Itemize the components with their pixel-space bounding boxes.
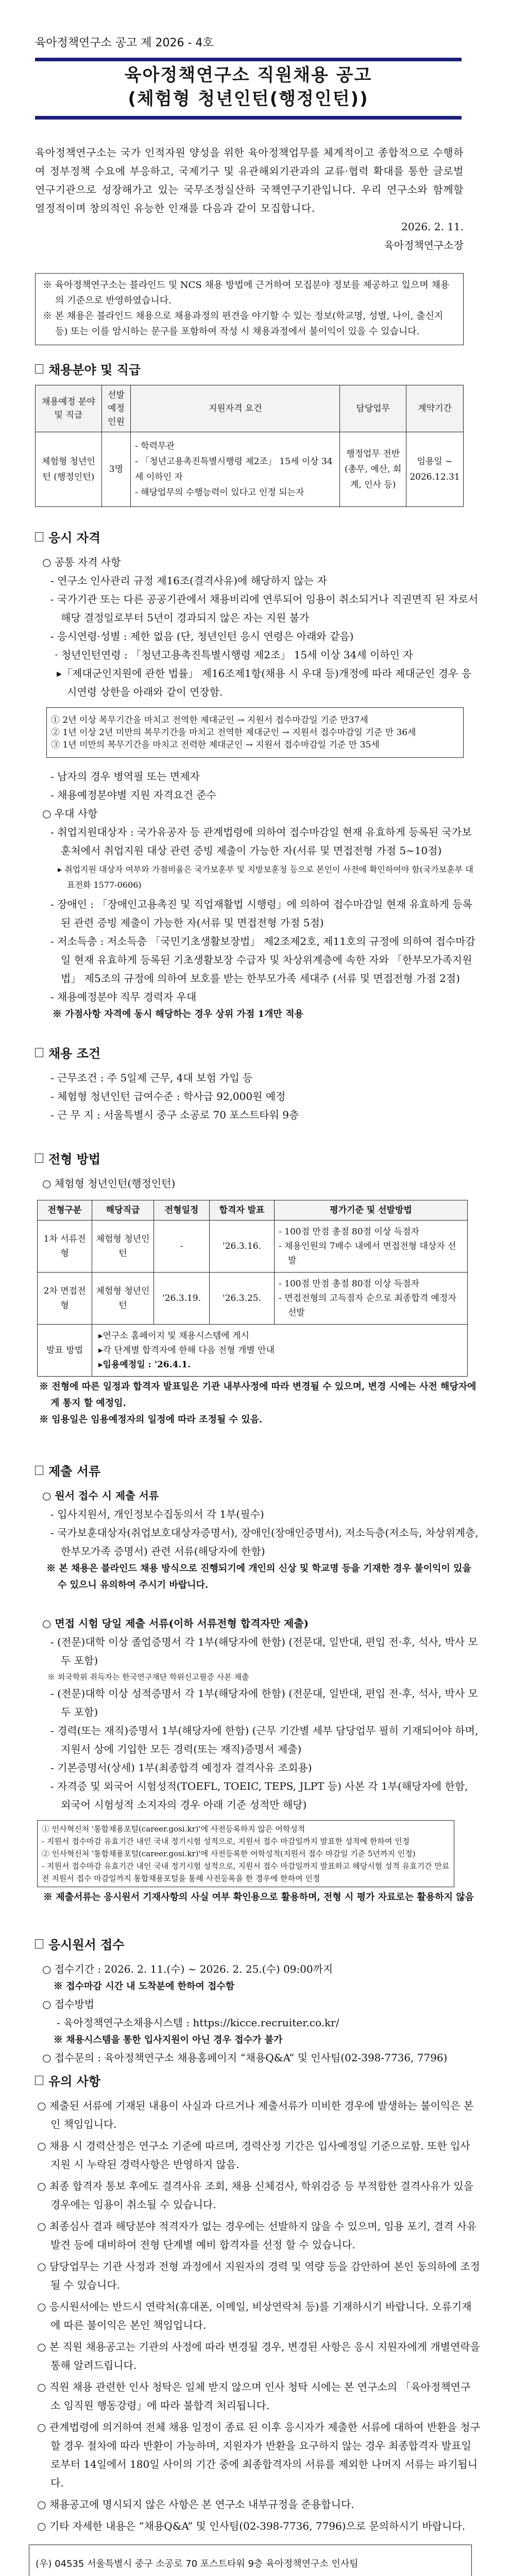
title-bottom-bar (35, 116, 462, 120)
list-item: - 기본증명서(상세) 1부(최종합격 예정자 결격사유 조회용) (50, 1761, 312, 1774)
preference-note: ▸ 취업지원 대상자 여부와 가점비율은 국가보훈부 및 지방보훈청 등으로 본인이 사전에 확인하여야 함(국가보훈부 대표전화 1577-0606) (58, 865, 473, 890)
deadline-note: ※ 접수마감 시간 내 도착분에 한하여 접수함 (54, 1981, 235, 1992)
list-item: - 채용예정분야별 지원 자격요건 준수 (50, 789, 216, 801)
list-item: - 응시연령·성별 : 제한 없음 (단, 청년인턴 응시 연령은 아래와 같음) (50, 630, 354, 642)
requirements-cell: - 학력무관 - 「청년고용촉진특별시행령 제2조」 15세 이상 34세 이하인 자 - 해당업무의 수행능력이 있다고 인정 되는자 (131, 432, 340, 507)
list-item: ○ 채용공고에 명시되지 않은 사항은 본 연구소 내부규정을 준용합니다. (37, 2498, 354, 2511)
interview-documents-title: ○ 면접 시험 당일 제출 서류(이하 서류전형 합격자만 제출) (42, 1617, 309, 1630)
preference-title: ○ 우대 사항 (42, 807, 98, 820)
square-bullet-icon (35, 1466, 43, 1475)
table-row: 1차 서류전형 체험형 청년인턴 - '26.3.16. - 100점 만점 총점 80점 이상 득점자 - 채용인원의 7배수 내에서 면접전형 대상자 선발 (38, 1221, 468, 1273)
contact-box (29, 2545, 472, 2576)
list-item: - 지원서 접수마감 유효기간 내인 국내 정기시험 성적으로, 지원서 접수 마감일까지 발표한 성적에 한하여 인정 (42, 1837, 410, 1846)
count-cell: 3명 (101, 432, 130, 507)
notice-signer: 육아정책연구소장 (384, 239, 464, 251)
section-heading-conditions: 채용 조건 (35, 1043, 480, 1061)
list-item: ○ 제출된 서류에 기재된 내용이 사실과 다르거나 제출서류가 미비한 경우에 발생하는 불이익은 본인 책임입니다. (37, 2099, 474, 2130)
recruitment-fields-table (35, 385, 464, 507)
list-item: - 채용예정분야 직무 경력자 우대 (50, 991, 197, 1003)
section-heading-documents: 제출 서류 (35, 1461, 480, 1479)
list-item: ○ 채용 시 경력산정은 연구소 기준에 따르며, 경력산정 기간은 입사예정일 기준으로함. 또한 입사 지원 시 누락된 경력사항은 반영하지 않음. (37, 2140, 470, 2171)
table-header-row: 채용예정 분야 및 직급 선발 예정 인원 지원자격 요건 담당업무 계약기간 (36, 385, 464, 432)
section-heading-eligibility: 응시 자격 (35, 528, 480, 546)
list-item: ▸각 단계별 합격자에 한해 다음 전형 개별 안내 (98, 1345, 275, 1355)
title-top-bar (35, 58, 462, 61)
apply-documents-title: ○ 원서 접수 시 제출 서류 (42, 1489, 159, 1502)
bonus-note: ※ 가점사항 자격에 동시 해당하는 경우 상위 가점 1개만 적용 (53, 1009, 303, 1020)
blind-note: ※ 본 채용은 블라인드 채용 방식으로 진행되기에 개인의 신상 및 학교명 등을 기재한 경우 불이익이 있을 수 있으니 유의하여 주시기 바랍니다. (46, 1563, 471, 1590)
square-bullet-icon (35, 532, 43, 541)
table-row: 2차 면접전형 체험형 청년인턴 '26.3.19. '26.3.25. - 100점 만점 총점 80점 이상 득점자 - 면접전형의 고득점자 순으로 최종합격 예정자 선발 (38, 1273, 468, 1325)
list-item: ○ 직원 채용 관련한 인사 청탁은 일체 받지 않으며 인사 청탁 시에는 본 연구소의 「육아정책연구소 임직원 행동강령」에 따라 불합격 처리됩니다. (37, 2381, 471, 2412)
application-inquiry: ○ 접수문의 : 육아정책연구소 채용홈페이지 “채용Q&A” 및 인사팀(02-398-7736, 7796) (42, 2052, 448, 2064)
field-cell: 체험형 청년인턴 (행정인턴) (36, 432, 102, 507)
list-item: - 근무조건 : 주 5일제 근무, 4대 보험 가입 등 (50, 1072, 253, 1084)
application-period: ○ 접수기간 : 2026. 2. 11.(수) ~ 2026. 2. 25.(수) 09:00까지 (42, 1963, 333, 1975)
blind-recruitment-notice-box (35, 273, 464, 345)
list-item: ○ 응시원서에는 반드시 연락처(휴대폰, 이메일, 비상연락처 등)를 기재하시기 바랍니다. 오류기재에 따른 불이익은 본인 책임입니다. (37, 2300, 472, 2331)
list-item: - 장애인 : 「장애인고용촉진 및 직업재활법 시행령」에 의하여 접수마감일 현재 유효하게 등록된 관련 증빙 제출이 가능한 자(서류 및 면접전형 가점 5점) (50, 898, 472, 929)
document-number: 육아정책연구소 공고 제 2026 - 4호 (35, 37, 214, 49)
application-method-title: ○ 접수방법 (42, 1998, 95, 2010)
list-item: ① 인사혁신처 '통합채용포털(career.gosi.kr)'에 사전등록하지 않은 어학성적 (42, 1824, 305, 1834)
list-item: ① 2년 이상 복무기간을 마치고 전역한 제대군인 → 지원서 접수마감일 기준 만37세 (51, 715, 368, 725)
announcement-method-row: 발표 방법 ▸연구소 홈페이지 및 채용시스템에 게시 ▸각 단계별 합격자에 한해 다음 전형 개별 안내 ▸임용예정일 : '26.4.1. (38, 1325, 468, 1377)
list-item: - 취업지원대상자 : 국가유공자 등 관계법령에 의하여 접수마감일 현재 유효하게 등록된 국가보훈처에서 취업지원 대상 관련 증빙 제출이 가능한 자(서류 및 면접전형 가점 5~10점) (50, 826, 472, 857)
list-item: - 국가기관 또는 다른 공공기관에서 채용비리에 연루되어 임용이 취소되거나 직권면직 된 자로서 해당 결정일로부터 5년이 경과되지 않은 자는 지원 불가 (50, 593, 479, 624)
section-heading-process: 전형 방법 (35, 1149, 480, 1167)
veteran-note: ▸「제대군인지원에 관한 법률」 제16조제1항(채용 시 우대 등)개정에 따라 제대군인 경우 응시연령 상한을 아래와 같이 연장함. (57, 667, 471, 698)
list-item: ○ 최종심사 결과 해당분야 적격자가 없는 경우에는 선발하지 않을 수 있으며, 임용 포기, 결격 사유 발견 등에 대비하여 전형 단계별 예비 합격자를 선정 할 수 있습니다. (37, 2220, 477, 2251)
list-item: ▸연구소 홈페이지 및 채용시스템에 게시 (98, 1331, 249, 1341)
veteran-age-box (46, 707, 464, 758)
list-item: - 입사지원서, 개인정보수집동의서 각 1부(필수) (50, 1508, 264, 1520)
appointment-date-note: ※ 임용일은 임용예정자의 일정에 따라 조정될 수 있음. (39, 1414, 263, 1425)
list-item: - 지원서 접수마감 유효기간 내인 국내 정기시험 성적으로, 지원서 접수 마감일까지 발표하고 해당시험 성적 유효기간 만료 전 지원서 접수 마감일까지 통합채용포털을 통해 사전등록을 한 경우에 한하여 인정 (42, 1861, 450, 1883)
system-only-note: ※ 채용시스템을 통한 입사지원이 아닌 경우 접수가 불가 (54, 2035, 283, 2045)
intro-paragraph: 육아정책연구소는 국가 인적자원 양성을 위한 육아정책업무를 체계적이고 종합적으로 수행하여 정부정책 수요에 부응하고, 국제기구 및 유관해외기관과의 교류·협력 확대를 통한 글로벌 연구기관으로 성장해가고 있는 국무조정실산하 국책연구기관입니다. 우리 연구소와 함께할 열정적이며 창의적인 유능한 인재를 다음과 같이 모집합니다. (35, 146, 464, 214)
foreign-degree-note: ※ 외국학위 취득자는 한국연구재단 학위신고필증 사본 제출 (47, 1672, 249, 1682)
list-item: ○ 기타 자세한 내용은 “채용Q&A” 및 인사팀(02-398-7736, 7796)으로 문의하시기 바랍니다. (37, 2520, 466, 2532)
language-score-box (37, 1820, 454, 1887)
selection-process-table (37, 1200, 468, 1377)
list-item: ○ 담당업무는 기관 사정과 전형 과정에서 지원자의 경력 및 역량 등을 감안하여 본인 동의하에 조정될 수 있습니다. (37, 2260, 480, 2291)
list-item: - 저소득층 : 저소득층 「국민기초생활보장법」 제2조제2호, 제11호의 규정에 의하여 접수마감일 현재 유효하게 등록된 기초생활보장 수급자 및 차상위계층에 속한 자와 「한부모가족지원법」 제5조의 규정에 의하여 보호를 받는 한부모가족 세대주 (서류 및 면접전형 가점 2점) (50, 935, 475, 985)
square-bullet-icon (35, 1048, 43, 1057)
notice-item: ※ 본 채용은 블라인드 채용으로 채용과정의 편견을 야기할 수 있는 정보(학교명, 성별, 나이, 출신지 등) 또는 이를 암시하는 문구를 포함하여 작성 시 채용과정에서 불이익이 있을 수 있습니다. (43, 311, 444, 337)
list-item: ○ 관계법령에 의거하여 전체 채용 일정이 종료 된 이후 응시자가 제출한 서류에 대하여 반환을 청구할 경우 절차에 따라 반환이 가능하며, 지원자가 반환을 요구하지 않는 경우 최종합격자 발표일로부터 14일에서 180일 사이의 기간 중에 최종합격자의 서류를 제외한 나머지 서류는 파기됩니다. (37, 2421, 480, 2489)
table-row (36, 432, 464, 507)
postal-address: (우) 04535 서울특별시 중구 소공로 70 포스트타워 9층 육아정책연구소 인사팀 (36, 2558, 359, 2569)
square-bullet-icon (35, 1154, 43, 1163)
list-item: - (전문)대학 이상 졸업증명서 각 1부(해당자에 한함) (전문대, 일반대, 편입 전·후, 석사, 박사 모두 포함) (50, 1636, 478, 1667)
list-item: - 경력(또는 재직)증명서 1부(해당자에 한함) (근무 기간별 세부 담당업무 필히 기재되어야 하며, 지원서 상에 기입한 모든 경력(또는 재직)증명서 제출) (50, 1724, 479, 1755)
list-item: - 국가보훈대상자(취업보호대상자증명서), 장애인(장애인증명서), 저소득층(저소득, 차상위계층, 한부모가족 증명서) 관련 서류(해당자에 한함) (50, 1527, 479, 1557)
duty-cell: 행정업무 전반 (총무, 예산, 회계, 인사 등) (340, 432, 406, 507)
square-bullet-icon (35, 1939, 43, 1948)
section-heading-cautions: 유의 사항 (35, 2071, 480, 2089)
recruitment-system-link[interactable]: - 육아정책연구소채용시스템 : https://kicce.recruiter.co.kr/ (57, 2016, 339, 2029)
common-qualification-title: ○ 공통 자격 사항 (42, 556, 121, 568)
list-item: - 근 무 지 : 서울특별시 중구 소공로 70 포스트타워 9층 (50, 1109, 299, 1121)
list-item: ② 1년 이상 2년 미만의 복무기간을 마치고 전역한 제대군인 → 지원서 접수마감일 기준 만 36세 (51, 727, 416, 738)
documents-usage-note: ※ 제출서류는 응시원서 기재사항의 사실 여부 확인용으로 활용하며, 전형 시 평가 자료로는 활용하지 않음 (43, 1892, 474, 1903)
notice-item: ※ 육아정책연구소는 블라인드 및 NCS 채용 방법에 근거하여 모집분야 정보를 제공하고 있으며 채용의 기준으로 반영하였습니다. (43, 280, 450, 306)
schedule-change-note: ※ 전형에 따른 일정과 합격자 발표일은 기관 내부사정에 따라 변경될 수 있으며, 변경 시에는 사전 해당자에게 통지 할 예정임. (39, 1381, 476, 1409)
list-item: ○ 최종 합격자 통보 후에도 결격사유 조회, 채용 신체검사, 학위검증 등 부적합한 결격사유가 있을 경우에는 임용이 취소될 수 있습니다. (37, 2180, 473, 2211)
square-bullet-icon (35, 364, 43, 374)
list-item: - 남자의 경우 병역필 또는 면제자 (50, 770, 200, 783)
list-item: - 체험형 청년인턴 급여수준 : 학사급 92,000원 예정 (50, 1090, 286, 1103)
period-cell: 임용일 ~ 2026.12.31 (406, 432, 464, 507)
list-item: ② 인사혁신처 '통합채용포털(career.gosi.kr)'에 사전등록한 어학성적(지원서 접수 마감일 기준 5년까지 인정) (42, 1849, 416, 1858)
list-item: - 자격증 및 외국어 시험성적(TOEFL, TOEIC, TEPS, JLPT 등) 사본 각 1부(해당자에 한함, 외국어 시험성적 소지자의 경우 아래 기준 성적만 해당) (50, 1780, 468, 1811)
page-title: 육아정책연구소 직원채용 공고 (124, 65, 372, 86)
page-subtitle: (체험형 청년인턴(행정인턴)) (128, 89, 369, 109)
list-item: ▸임용예정일 : '26.4.1. (98, 1360, 191, 1370)
process-subtitle: ○ 체험형 청년인턴(행정인턴) (42, 1177, 176, 1190)
square-bullet-icon (35, 2076, 43, 2085)
section-heading-fields: 채용분야 및 직급 (35, 360, 480, 378)
notice-date: 2026. 2. 11. (401, 221, 464, 233)
list-item: ③ 1년 미만의 복무기간을 마치고 전력한 제대군인 → 지원서 접수마감일 기준 만 35세 (51, 740, 380, 750)
table-header-row: 전형구분 해당직급 전형일정 합격자 발표 평가기준 및 선발방법 (38, 1200, 468, 1221)
list-item: - 연구소 인사관리 규정 제16조(결격사유)에 해당하지 않는 자 (50, 574, 327, 587)
youth-age-item: · 청년인턴연령 : 「청년고용촉진특별시행령 제2조」 15세 이상 34세 이하인 자 (55, 649, 413, 661)
contact-line (36, 2573, 465, 2576)
section-heading-application: 응시원서 접수 (35, 1935, 480, 1953)
list-item: ○ 본 직원 채용공고는 기관의 사정에 따라 변경될 경우, 변경된 사항은 응시 지원자에게 개별연락을 통해 알려드립니다. (37, 2341, 480, 2371)
list-item: - (전문)대학 이상 성적증명서 각 1부(해당자에 한함) (전문대, 일반대, 편입 전·후, 석사, 박사 모두 포함) (50, 1687, 478, 1718)
title-block (35, 61, 462, 112)
